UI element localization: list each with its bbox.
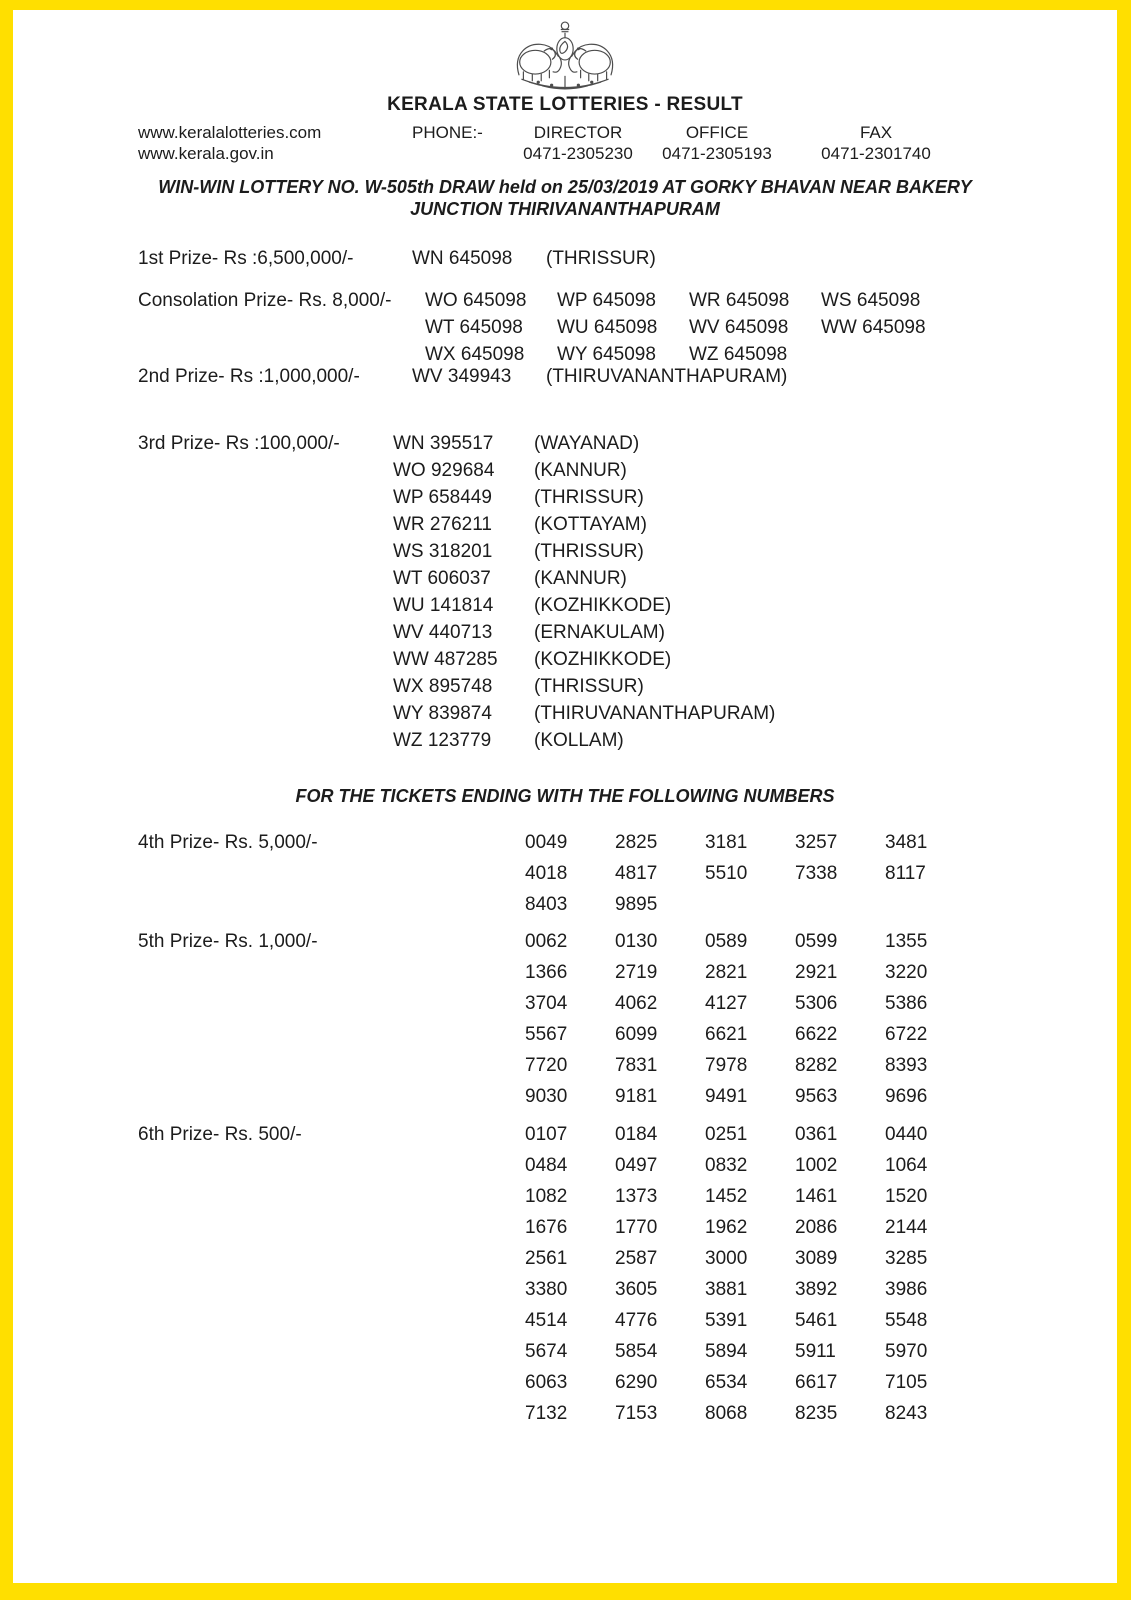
sixth-prize-number-row xyxy=(525,1150,975,1181)
ending-number: 3481 xyxy=(885,832,928,853)
ticket-number: WU 141814 xyxy=(393,595,494,616)
ending-number: 6621 xyxy=(705,1024,748,1045)
ending-number: 9181 xyxy=(615,1086,658,1107)
consolation-ticket: WT 645098 xyxy=(425,317,523,338)
ending-number: 7105 xyxy=(885,1372,928,1393)
first-prize-row xyxy=(13,246,1117,272)
ending-number: 3892 xyxy=(795,1279,838,1300)
consolation-prize-label: Consolation Prize- Rs. 8,000/- xyxy=(138,290,392,311)
ticket-number: WR 276211 xyxy=(393,514,492,535)
page-title: KERALA STATE LOTTERIES - RESULT xyxy=(387,94,743,115)
ticket-number: WZ 123779 xyxy=(393,730,492,751)
ending-number: 8235 xyxy=(795,1403,838,1424)
ticket-number: WO 929684 xyxy=(393,460,495,481)
ending-number: 6622 xyxy=(795,1024,838,1045)
second-prize-label: 2nd Prize- Rs :1,000,000/- xyxy=(138,366,360,387)
ending-number: 8117 xyxy=(885,863,926,884)
third-prize-winner-row xyxy=(393,619,775,646)
ending-number: 7153 xyxy=(615,1403,658,1424)
ending-number: 1452 xyxy=(705,1186,748,1207)
ending-number: 3605 xyxy=(615,1279,658,1300)
ending-number: 2561 xyxy=(525,1248,568,1269)
ending-number: 5306 xyxy=(795,993,838,1014)
ending-number: 5391 xyxy=(705,1310,748,1331)
third-prize-winner-row xyxy=(393,673,775,700)
ending-number: 8403 xyxy=(525,894,568,915)
sixth-prize-number-row xyxy=(525,1398,975,1429)
consolation-ticket: WY 645098 xyxy=(557,344,656,365)
fourth-prize-number-row xyxy=(525,858,975,889)
sixth-prize-number-row xyxy=(525,1274,975,1305)
fourth-prize-number-grid xyxy=(525,827,975,920)
sixth-prize-number-row xyxy=(525,1367,975,1398)
ending-number: 3380 xyxy=(525,1279,568,1300)
district-name: (KANNUR) xyxy=(534,460,627,481)
website-keralalotteries: www.keralalotteries.com xyxy=(138,123,322,142)
fifth-prize-number-row xyxy=(525,1081,975,1112)
ending-number: 6063 xyxy=(525,1372,568,1393)
ending-number: 4127 xyxy=(705,993,748,1014)
ticket-number: WN 395517 xyxy=(393,433,494,454)
ending-number: 6534 xyxy=(705,1372,748,1393)
consolation-ticket: WP 645098 xyxy=(557,290,656,311)
third-prize-winner-row xyxy=(393,646,775,673)
ending-number: 5461 xyxy=(795,1310,838,1331)
fifth-prize-label: 5th Prize- Rs. 1,000/- xyxy=(138,931,318,952)
ending-number: 0361 xyxy=(795,1124,838,1145)
ending-number: 6290 xyxy=(615,1372,658,1393)
office-label: OFFICE xyxy=(685,123,749,142)
ending-numbers-heading: FOR THE TICKETS ENDING WITH THE FOLLOWING NUMBERS xyxy=(295,786,835,806)
consolation-ticket: WW 645098 xyxy=(821,317,926,338)
ending-number: 9030 xyxy=(525,1086,568,1107)
ending-number: 0440 xyxy=(885,1124,928,1145)
third-prize-winner-row xyxy=(393,484,775,511)
sixth-prize-number-row xyxy=(525,1119,975,1150)
third-prize-winner-row xyxy=(393,430,775,457)
ending-number: 7132 xyxy=(525,1403,568,1424)
district-name: (KOTTAYAM) xyxy=(534,514,647,535)
district-name: (THRISSUR) xyxy=(534,541,644,562)
consolation-ticket: WX 645098 xyxy=(425,344,525,365)
ending-number: 1002 xyxy=(795,1155,838,1176)
ending-number: 3000 xyxy=(705,1248,748,1269)
ending-number: 0251 xyxy=(705,1124,748,1145)
ending-number: 3285 xyxy=(885,1248,928,1269)
ending-number: 4514 xyxy=(525,1310,568,1331)
ending-number: 6617 xyxy=(795,1372,838,1393)
ending-number: 5894 xyxy=(705,1341,748,1362)
ending-number: 8243 xyxy=(885,1403,928,1424)
ending-number: 2921 xyxy=(795,962,838,983)
ending-number: 9895 xyxy=(615,894,658,915)
third-prize-winner-row xyxy=(393,727,775,754)
ending-number: 2086 xyxy=(795,1217,838,1238)
ending-number: 3220 xyxy=(885,962,928,983)
fifth-prize-number-row xyxy=(525,1019,975,1050)
first-prize-label: 1st Prize- Rs :6,500,000/- xyxy=(138,248,354,269)
ending-number: 1366 xyxy=(525,962,568,983)
ending-number: 0062 xyxy=(525,931,568,952)
ending-number: 4018 xyxy=(525,863,568,884)
consolation-ticket: WS 645098 xyxy=(821,290,921,311)
district-name: (KOLLAM) xyxy=(534,730,624,751)
ending-number: 2144 xyxy=(885,1217,928,1238)
ending-number: 5674 xyxy=(525,1341,568,1362)
fourth-prize-label: 4th Prize- Rs. 5,000/- xyxy=(138,832,318,853)
consolation-ticket: WV 645098 xyxy=(689,317,789,338)
third-prize-block xyxy=(13,430,1117,754)
ending-number: 1355 xyxy=(885,931,928,952)
consolation-ticket: WZ 645098 xyxy=(689,344,788,365)
fifth-prize-number-row xyxy=(525,926,975,957)
third-prize-winner-row xyxy=(393,565,775,592)
website-links xyxy=(138,122,392,164)
sixth-prize-number-grid xyxy=(525,1119,975,1429)
ending-number: 3181 xyxy=(705,832,748,853)
consolation-ticket: WR 645098 xyxy=(689,290,790,311)
ending-number: 0130 xyxy=(615,931,658,952)
ending-number: 0049 xyxy=(525,832,568,853)
ending-number: 7338 xyxy=(795,863,838,884)
fax-block xyxy=(776,122,976,164)
ending-number: 9563 xyxy=(795,1086,838,1107)
office-phone-block xyxy=(658,122,776,164)
ending-number: 2821 xyxy=(705,962,748,983)
fifth-prize-number-row xyxy=(525,1050,975,1081)
ending-number: 9491 xyxy=(705,1086,748,1107)
ending-number: 2587 xyxy=(615,1248,658,1269)
ending-number: 4817 xyxy=(615,863,658,884)
sixth-prize-number-row xyxy=(525,1305,975,1336)
district-name: (KOZHIKKODE) xyxy=(534,649,672,670)
first-prize-ticket: WN 645098 xyxy=(412,248,513,269)
ticket-number: WT 606037 xyxy=(393,568,491,589)
ending-number: 9696 xyxy=(885,1086,928,1107)
ending-number: 1962 xyxy=(705,1217,748,1238)
third-prize-winner-row xyxy=(393,511,775,538)
ticket-number: WW 487285 xyxy=(393,649,498,670)
district-name: (THIRUVANANTHAPURAM) xyxy=(534,703,776,724)
third-prize-winner-row xyxy=(393,592,775,619)
ending-number: 8068 xyxy=(705,1403,748,1424)
sixth-prize-number-row xyxy=(525,1181,975,1212)
ending-number: 6099 xyxy=(615,1024,658,1045)
ending-number: 2719 xyxy=(615,962,658,983)
second-prize-ticket: WV 349943 xyxy=(412,366,512,387)
ticket-number: WV 440713 xyxy=(393,622,493,643)
sixth-prize-number-row xyxy=(525,1243,975,1274)
ending-number: 3257 xyxy=(795,832,838,853)
office-phone-number: 0471-2305193 xyxy=(662,144,772,163)
ending-number: 1064 xyxy=(885,1155,928,1176)
ending-number: 3089 xyxy=(795,1248,838,1269)
ticket-number: WX 895748 xyxy=(393,676,493,697)
ending-number: 0184 xyxy=(615,1124,658,1145)
ending-number: 0484 xyxy=(525,1155,568,1176)
ending-number: 3704 xyxy=(525,993,568,1014)
fax-number: 0471-2301740 xyxy=(821,144,931,163)
ending-number: 0832 xyxy=(705,1155,748,1176)
ending-number: 0107 xyxy=(525,1124,568,1145)
ending-number: 1373 xyxy=(615,1186,658,1207)
ending-number: 5567 xyxy=(525,1024,568,1045)
fifth-prize-block xyxy=(13,926,1117,1112)
consolation-ticket-grid xyxy=(425,287,953,368)
ending-number: 1676 xyxy=(525,1217,568,1238)
fourth-prize-number-row xyxy=(525,889,975,920)
director-label: DIRECTOR xyxy=(533,123,623,142)
director-phone-number: 0471-2305230 xyxy=(523,144,633,163)
sixth-prize-number-row xyxy=(525,1336,975,1367)
draw-title-line1: WIN-WIN LOTTERY NO. W-505th DRAW held on 25/03/2019 AT GORKY BHAVAN NEAR BAKERY xyxy=(158,177,972,197)
ending-number: 4062 xyxy=(615,993,658,1014)
consolation-ticket: WU 645098 xyxy=(557,317,658,338)
first-prize-district: (THRISSUR) xyxy=(546,248,656,269)
third-prize-winner-row xyxy=(393,457,775,484)
third-prize-winner-list xyxy=(393,430,775,754)
third-prize-winner-row xyxy=(393,700,775,727)
ending-number: 5510 xyxy=(705,863,748,884)
ending-number: 0589 xyxy=(705,931,748,952)
ending-number: 0599 xyxy=(795,931,838,952)
ending-number: 2825 xyxy=(615,832,658,853)
consolation-prize-block xyxy=(13,287,1117,368)
ending-number: 1770 xyxy=(615,1217,658,1238)
district-name: (THRISSUR) xyxy=(534,676,644,697)
district-name: (ERNAKULAM) xyxy=(534,622,665,643)
ending-number: 3881 xyxy=(705,1279,748,1300)
ending-number: 7831 xyxy=(615,1055,658,1076)
website-kerala-gov: www.kerala.gov.in xyxy=(138,144,274,163)
director-phone-block xyxy=(498,122,658,164)
ending-number: 7720 xyxy=(525,1055,568,1076)
fifth-prize-number-row xyxy=(525,988,975,1019)
ending-number: 5970 xyxy=(885,1341,928,1362)
district-name: (KANNUR) xyxy=(534,568,627,589)
third-prize-label: 3rd Prize- Rs :100,000/- xyxy=(138,433,340,454)
ending-number: 5386 xyxy=(885,993,928,1014)
draw-title-line2: JUNCTION THIRIVANANTHAPURAM xyxy=(410,199,720,219)
ending-number: 0497 xyxy=(615,1155,658,1176)
second-prize-district: (THIRUVANANTHAPURAM) xyxy=(546,366,788,387)
consolation-ticket: WO 645098 xyxy=(425,290,527,311)
district-name: (WAYANAD) xyxy=(534,433,640,454)
sixth-prize-label: 6th Prize- Rs. 500/- xyxy=(138,1124,302,1145)
district-name: (KOZHIKKODE) xyxy=(534,595,672,616)
ending-number: 3986 xyxy=(885,1279,928,1300)
draw-title xyxy=(13,176,1117,220)
ending-number: 4776 xyxy=(615,1310,658,1331)
fifth-prize-number-grid xyxy=(525,926,975,1112)
district-name: (THRISSUR) xyxy=(534,487,644,508)
fourth-prize-number-row xyxy=(525,827,975,858)
kerala-government-emblem-icon xyxy=(513,16,617,92)
ending-number: 6722 xyxy=(885,1024,928,1045)
ticket-number: WP 658449 xyxy=(393,487,492,508)
ending-number: 8282 xyxy=(795,1055,838,1076)
ticket-number: WS 318201 xyxy=(393,541,493,562)
ending-number: 5854 xyxy=(615,1341,658,1362)
fifth-prize-number-row xyxy=(525,957,975,988)
ending-number: 1082 xyxy=(525,1186,568,1207)
ending-number: 1520 xyxy=(885,1186,928,1207)
sixth-prize-number-row xyxy=(525,1212,975,1243)
sixth-prize-block xyxy=(13,1119,1117,1429)
ending-number: 8393 xyxy=(885,1055,928,1076)
ending-number: 1461 xyxy=(795,1186,838,1207)
consolation-ticket-row xyxy=(425,287,953,314)
ending-number: 5548 xyxy=(885,1310,928,1331)
third-prize-winner-row xyxy=(393,538,775,565)
fax-label: FAX xyxy=(859,123,893,142)
result-document-page xyxy=(13,10,1117,1583)
contact-bar xyxy=(13,122,1117,164)
ending-number: 5911 xyxy=(795,1341,836,1362)
phone-label: PHONE:- xyxy=(412,123,483,142)
ending-number: 7978 xyxy=(705,1055,748,1076)
consolation-ticket-row xyxy=(425,314,953,341)
fourth-prize-block xyxy=(13,827,1117,920)
ticket-number: WY 839874 xyxy=(393,703,492,724)
